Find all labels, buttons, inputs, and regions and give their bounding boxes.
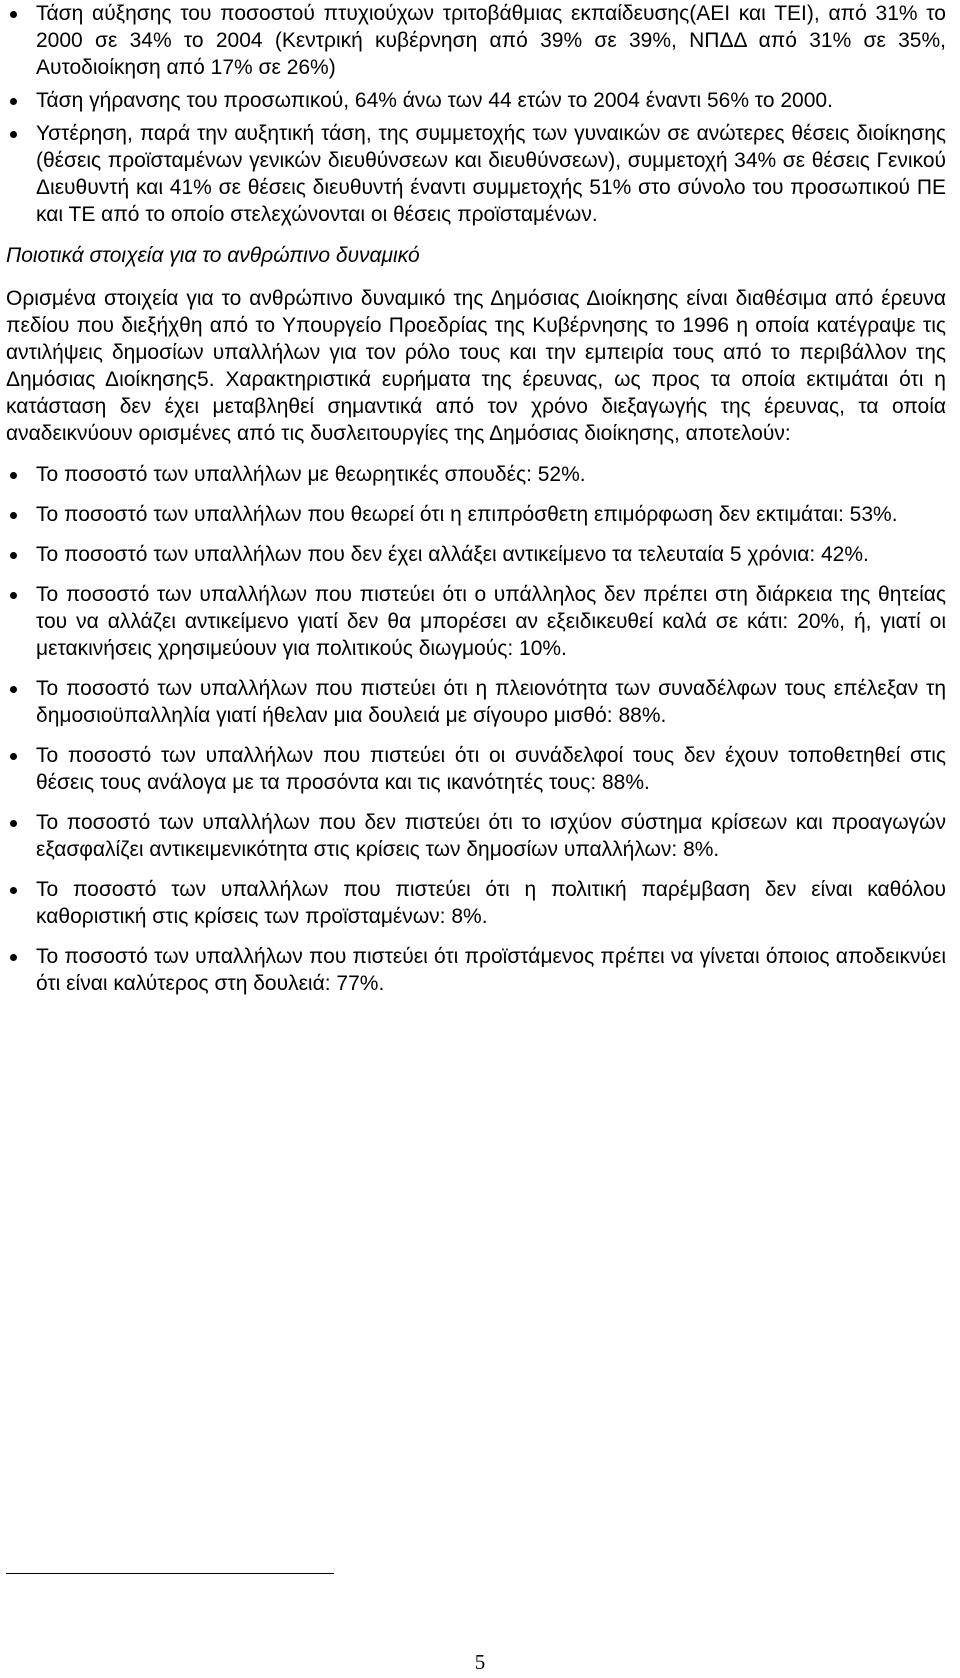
findings-bullet-list — [6, 461, 946, 997]
list-item: Το ποσοστό των υπαλλήλων με θεωρητικές σπουδές: 52%. — [6, 461, 946, 488]
list-item: Το ποσοστό των υπαλλήλων που δεν πιστεύει ότι το ισχύον σύστημα κρίσεων και προαγωγών εξασφαλίζει αντικειμενικότητα στις κρίσεις των δημοσίων υπαλλήλων: 8%. — [6, 809, 946, 863]
intro-paragraph: Ορισμένα στοιχεία για το ανθρώπινο δυναμικό της Δημόσιας Διοίκησης είναι διαθέσιμα από έρευνα πεδίου που διεξήχθη από το Υπουργείο Προεδρίας της Κυβέρνησης το 1996 η οποία κατέγραψε τις αντιλήψεις δημοσίων υπαλλήλων για τον ρόλο τους και την εμπειρία τους από το περιβάλλον της Δημόσιας Διοίκησης5. Χαρακτηριστικά ευρήματα της έρευνας, ως προς τα οποία εκτιμάται ότι η κατάσταση δεν έχει μεταβληθεί σημαντικά από τον χρόνο διεξαγωγής της έρευνας, τα οποία αναδεικνύουν ορισμένες από τις δυσλειτουργίες της Δημόσιας διοίκησης, αποτελούν: — [6, 287, 946, 445]
statistics-bullet-list — [6, 0, 946, 228]
list-item: Το ποσοστό των υπαλλήλων που πιστεύει ότι η πλειονότητα των συναδέλφων τους επέλεξαν τη δημοσιοϋπαλληλία γιατί ήθελαν μια δουλειά με σίγουρο μισθό: 88%. — [6, 675, 946, 729]
list-item: Το ποσοστό των υπαλλήλων που πιστεύει ότι οι συνάδελφοί τους δεν έχουν τοποθετηθεί στις θέσεις τους ανάλογα με τα προσόντα και τις ικανότητές τους: 88%. — [6, 742, 946, 796]
page-number: 5 — [474, 1650, 486, 1674]
list-item: Το ποσοστό των υπαλλήλων που δεν έχει αλλάξει αντικείμενο τα τελευταία 5 χρόνια: 42%. — [6, 541, 946, 568]
list-item: Το ποσοστό των υπαλλήλων που θεωρεί ότι η επιπρόσθετη επιμόρφωση δεν εκτιμάται: 53%. — [6, 501, 946, 528]
list-item: Το ποσοστό των υπαλλήλων που πιστεύει ότι ο υπάλληλος δεν πρέπει στη διάρκεια της θητείας του να αλλάζει αντικείμενο γιατί δεν θα μπορέσει αν εξειδικευθεί καλά σε κάτι: 20%, ή, γιατί οι μετακινήσεις χρησιμεύουν για πολιτικούς διωγμούς: 10%. — [6, 581, 946, 662]
list-item: Το ποσοστό των υπαλλήλων που πιστεύει ότι η πολιτική παρέμβαση δεν είναι καθόλου καθοριστική στις κρίσεις των προϊσταμένων: 8%. — [6, 876, 946, 930]
footnote-divider — [6, 1573, 334, 1574]
list-item: Τάση γήρανσης του προσωπικού, 64% άνω των 44 ετών το 2004 έναντι 56% το 2000. — [6, 87, 946, 114]
section-heading: Ποιοτικά στοιχεία για το ανθρώπινο δυναμικό — [6, 244, 420, 267]
list-item: Το ποσοστό των υπαλλήλων που πιστεύει ότι προϊστάμενος πρέπει να γίνεται όποιος αποδεικνύει ότι είναι καλύτερος στη δουλειά: 77%. — [6, 943, 946, 997]
list-item: Τάση αύξησης του ποσοστού πτυχιούχων τριτοβάθμιας εκπαίδευσης(ΑΕΙ και ΤΕΙ), από 31% το 2000 σε 34% το 2004 (Κεντρική κυβέρνηση από 39% σε 39%, ΝΠΔΔ από 31% σε 35%, Αυτοδιοίκηση από 17% σε 26%) — [6, 0, 946, 81]
list-item: Υστέρηση, παρά την αυξητική τάση, της συμμετοχής των γυναικών σε ανώτερες θέσεις διοίκησης (θέσεις προϊσταμένων γενικών διευθύνσεων και διευθύνσεων), συμμετοχή 34% σε θέσεις Γενικού Διευθυντή και 41% σε θέσεις διευθυντή έναντι συμμετοχής 51% στο σύνολο του προσωπικού ΠΕ και ΤΕ από το οποίο στελεχώνονται οι θέσεις προϊσταμένων. — [6, 120, 946, 228]
document-page — [6, 0, 946, 1010]
